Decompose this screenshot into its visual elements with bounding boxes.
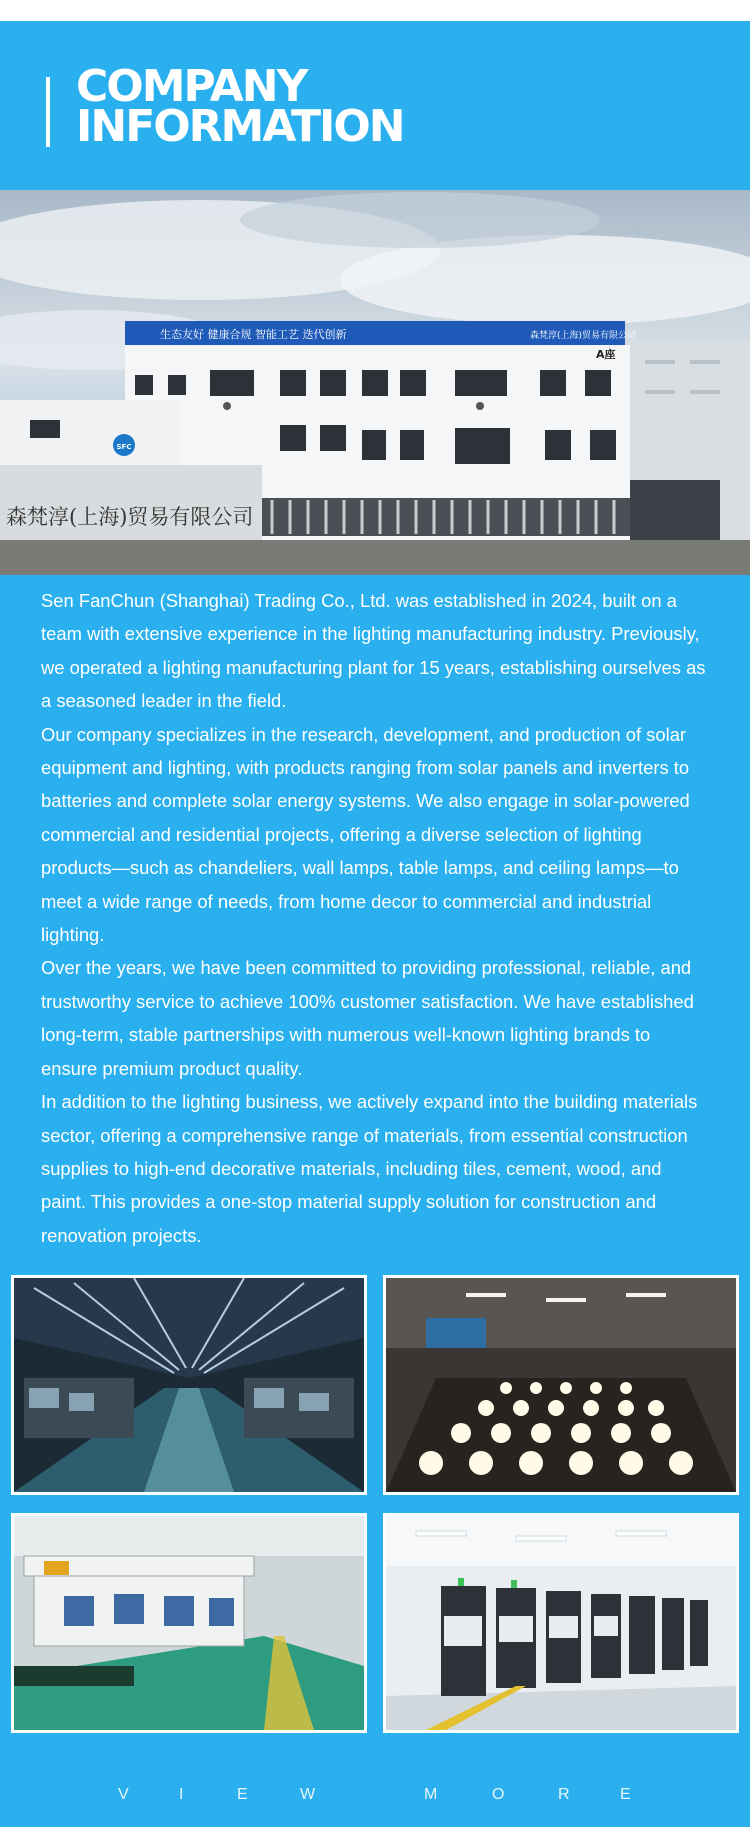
view-more-letter: I <box>179 1786 184 1803</box>
factory-hall-photo <box>11 1275 367 1495</box>
description-paragraph-3: Over the years, we have been committed to providing professional, reliable, and trustworthy service to achieve 100% customer satisfaction. We have established long-term, stable partnerships with numerous well-known lighting brands to ensure premium product quality. <box>41 957 694 1079</box>
view-more-button[interactable] <box>0 1775 750 1815</box>
view-more-letter: W <box>300 1786 316 1803</box>
description-paragraph-4: In addition to the lighting business, we actively expand into the building materials sector, offering a comprehensive range of materials, from essential construction supplies to high-end decorative materials, including tiles, cement, wood, and paint. This provides a one-stop material supply solution for construction and renovation projects. <box>41 1091 698 1246</box>
view-more-letter: E <box>620 1786 631 1803</box>
title-accent-bar <box>46 77 50 147</box>
description-paragraph-1: Sen FanChun (Shanghai) Trading Co., Ltd. was established in 2024, built on a team with extensive experience in the lighting manufacturing industry. Previously, we operated a lighting manufacturing plant for 15 years, establishing ourselves as a seasoned leader in the field. <box>41 590 706 712</box>
banner-text: 生态友好 健康合规 智能工艺 迭代创新 <box>160 328 347 341</box>
smt-machines-photo <box>383 1513 739 1733</box>
view-more-letter: V <box>118 1786 129 1803</box>
assembly-line-photo <box>11 1513 367 1733</box>
view-more-letter: R <box>558 1786 570 1803</box>
view-more-letter: M <box>424 1786 438 1803</box>
banner-right-text: 森梵淳(上海)贸易有限公司 <box>530 331 637 341</box>
description-paragraph-2: Our company specializes in the research, development, and production of solar equipment and lighting, with products ranging from solar panels and inverters to batteries and complete solar energy systems. We also engage in solar-powered commercial and residential projects, offering a diverse selection of lighting products—such as chandeliers, wall lamps, table lamps, and ceiling lamps—to meet a wide range of needs, from home decor to commercial and industrial lighting. <box>41 723 690 946</box>
photo-grid <box>11 1275 739 1733</box>
title-line-1: COMPANY <box>76 61 307 112</box>
company-description <box>41 584 711 1252</box>
building-sign-text: 森梵淳(上海)贸易有限公司 <box>6 505 254 529</box>
company-building-photo <box>0 190 750 575</box>
logo-text: SFC <box>116 443 132 451</box>
building-label: A座 <box>596 348 616 361</box>
view-more-letter: O <box>492 1786 505 1803</box>
section-title <box>76 61 404 152</box>
title-line-2: INFORMATION <box>76 101 404 152</box>
led-panel-production-photo <box>383 1275 739 1495</box>
company-info-panel <box>0 21 750 1827</box>
section-header <box>0 21 750 191</box>
view-more-letter: E <box>237 1786 248 1803</box>
